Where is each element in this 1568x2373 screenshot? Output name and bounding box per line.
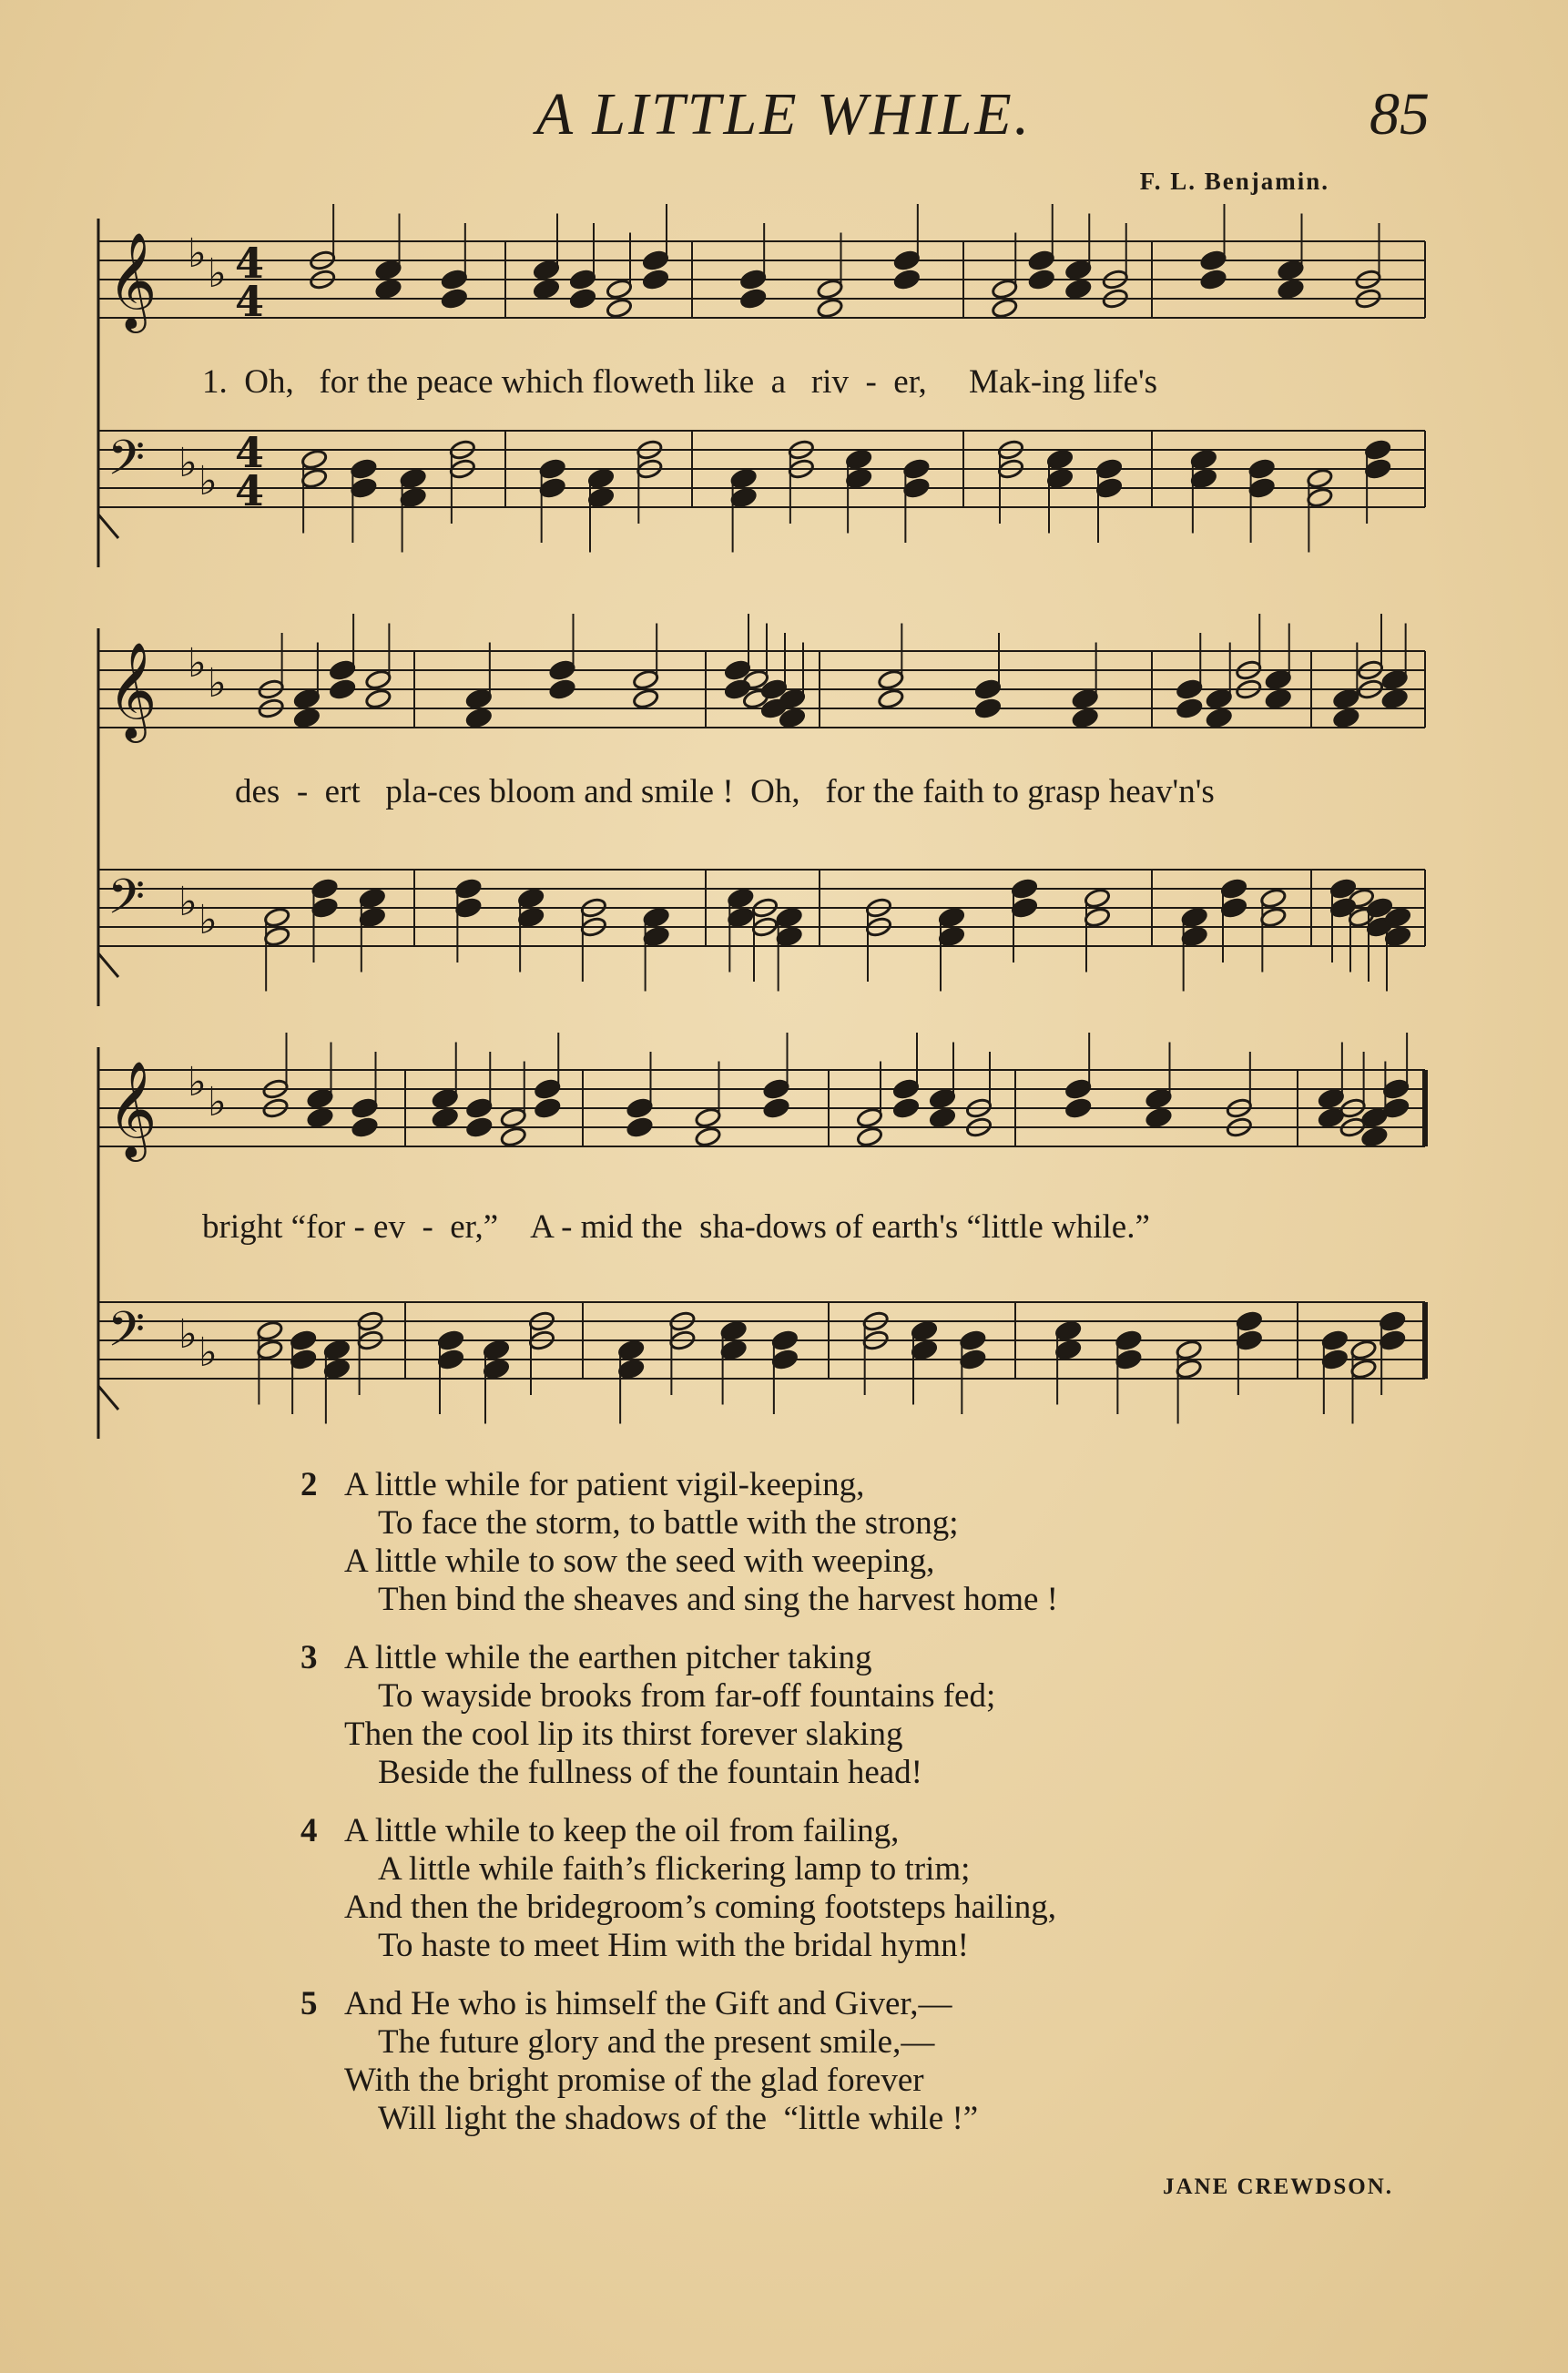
note-head xyxy=(539,477,566,499)
verse-line: And then the bridegroom’s coming footsteps hailing, xyxy=(344,1889,1057,1926)
note-head xyxy=(400,468,427,490)
note-head xyxy=(256,1339,283,1361)
note-head xyxy=(1181,926,1208,948)
note-head xyxy=(1190,449,1217,471)
note-head xyxy=(856,1107,883,1129)
note-head xyxy=(845,468,872,490)
note-head xyxy=(1095,458,1123,480)
composer-credit: F. L. Benjamin. xyxy=(1139,168,1329,195)
system-bracket-tail xyxy=(98,953,118,977)
clef-glyph: 𝄢 xyxy=(107,1302,146,1370)
lyric-line-3: bright “for - ev - er,” A - mid the sha-dows of earth's “little while.” xyxy=(202,1208,1150,1246)
note-head xyxy=(974,678,1002,700)
note-head xyxy=(311,878,339,900)
verse-number: 3 xyxy=(300,1639,318,1676)
verse-line: A little while for patient vigil-keeping, xyxy=(344,1466,865,1503)
note-head xyxy=(1364,439,1391,461)
lyric-line-1: 1. Oh, for the peace which floweth like a riv - er, Mak-ing life's xyxy=(202,363,1158,401)
note-head xyxy=(617,1339,645,1361)
author-credit: JANE CREWDSON. xyxy=(1162,2174,1393,2199)
verse-line: Then bind the sheaves and sing the harvest home ! xyxy=(378,1581,1058,1618)
note-head xyxy=(626,1097,654,1119)
note-head xyxy=(300,468,328,490)
note-head xyxy=(1011,897,1038,919)
note-head xyxy=(500,1126,527,1148)
note-head xyxy=(1350,1359,1378,1380)
note-head xyxy=(1206,708,1233,729)
note-head xyxy=(437,1349,464,1370)
note-head xyxy=(1054,1320,1082,1342)
note-head xyxy=(1176,1359,1203,1380)
note-head xyxy=(606,279,633,300)
note-head xyxy=(517,888,545,910)
note-head xyxy=(441,269,468,290)
note-head xyxy=(1064,1078,1092,1100)
note-head xyxy=(929,1107,956,1129)
note-head xyxy=(1176,698,1203,719)
note-head xyxy=(902,477,930,499)
time-signature-top: 4 xyxy=(235,428,265,477)
flat-glyph: ♭ xyxy=(208,1079,227,1125)
note-head xyxy=(533,279,560,300)
note-head xyxy=(959,1349,986,1370)
lyric-line-2: des - ert pla-ces bloom and smile ! Oh, for the faith to grasp heav'n's xyxy=(235,773,1215,810)
note-head xyxy=(727,888,754,910)
note-head xyxy=(817,279,844,300)
verse-5 xyxy=(300,1985,1348,2138)
note-head xyxy=(1011,878,1038,900)
verse-number: 5 xyxy=(300,1985,318,2022)
clef-glyph: 𝄞 xyxy=(107,1060,158,1157)
note-head xyxy=(1382,1078,1410,1100)
note-head xyxy=(400,487,427,509)
note-head xyxy=(323,1339,351,1361)
time-signature-bottom: 4 xyxy=(235,277,265,326)
note-head xyxy=(1379,1310,1406,1332)
note-head xyxy=(642,269,669,290)
note-head xyxy=(441,288,468,310)
note-head xyxy=(763,1078,790,1100)
note-head xyxy=(1381,669,1409,691)
note-head xyxy=(626,1116,654,1138)
note-head xyxy=(1360,1126,1388,1148)
note-head xyxy=(929,1088,956,1110)
verse-line: A little while to keep the oil from failing, xyxy=(344,1812,900,1849)
clef-glyph: 𝄞 xyxy=(107,641,158,738)
note-head xyxy=(364,669,392,691)
verse-4 xyxy=(300,1812,1348,1965)
note-head xyxy=(642,250,669,271)
note-head xyxy=(311,897,339,919)
note-head xyxy=(1145,1107,1173,1129)
note-head xyxy=(856,1126,883,1148)
note-head xyxy=(1064,260,1092,281)
note-head xyxy=(1381,688,1409,710)
flat-glyph: ♭ xyxy=(208,660,227,707)
note-head xyxy=(323,1359,351,1380)
flat-glyph: ♭ xyxy=(178,440,198,486)
note-head xyxy=(329,659,356,681)
note-head xyxy=(817,298,844,320)
note-head xyxy=(465,708,493,729)
note-head xyxy=(938,907,965,929)
note-head xyxy=(617,1359,645,1380)
note-head xyxy=(1321,1329,1349,1351)
note-head xyxy=(911,1339,938,1361)
note-head xyxy=(1176,678,1203,700)
note-head xyxy=(465,1116,493,1138)
note-head xyxy=(1220,897,1247,919)
note-head xyxy=(1200,269,1227,290)
note-head xyxy=(1236,1329,1263,1351)
system-bracket-tail xyxy=(98,514,118,538)
note-head xyxy=(587,487,615,509)
note-head xyxy=(587,468,615,490)
note-head xyxy=(739,288,767,310)
note-head xyxy=(776,926,803,948)
note-head xyxy=(720,1339,748,1361)
note-head xyxy=(1064,279,1092,300)
note-head xyxy=(727,907,754,929)
note-head xyxy=(351,1116,379,1138)
note-head xyxy=(465,1097,493,1119)
hymn-title: A LITTLE WHILE. xyxy=(535,81,1033,148)
note-head xyxy=(892,1097,920,1119)
note-head xyxy=(893,269,921,290)
note-head xyxy=(771,1329,799,1351)
verse-line: The future glory and the present smile,— xyxy=(378,2023,935,2061)
note-head xyxy=(991,298,1018,320)
flat-glyph: ♭ xyxy=(199,1329,218,1376)
note-head xyxy=(1115,1349,1142,1370)
note-head xyxy=(643,907,670,929)
note-head xyxy=(911,1320,938,1342)
note-head xyxy=(350,458,377,480)
note-head xyxy=(300,449,328,471)
clef-glyph: 𝄢 xyxy=(107,870,146,937)
flat-glyph: ♭ xyxy=(199,458,218,504)
flat-glyph: ♭ xyxy=(178,879,198,925)
note-head xyxy=(730,487,758,509)
note-head xyxy=(549,659,576,681)
flat-glyph: ♭ xyxy=(188,230,207,277)
note-head xyxy=(534,1078,561,1100)
note-head xyxy=(517,907,545,929)
note-head xyxy=(1259,907,1287,929)
note-head xyxy=(1084,888,1111,910)
note-head xyxy=(290,1329,317,1351)
note-head xyxy=(1115,1329,1142,1351)
note-head xyxy=(893,250,921,271)
note-head xyxy=(991,279,1018,300)
verse-line: Will light the shadows of the “little while !” xyxy=(378,2100,979,2137)
note-head xyxy=(720,1320,748,1342)
note-head xyxy=(1200,250,1227,271)
note-head xyxy=(1318,1088,1345,1110)
note-head xyxy=(1190,468,1217,490)
page-number: 85 xyxy=(1369,81,1430,148)
note-head xyxy=(375,279,402,300)
verse-line: A little while faith’s flickering lamp to trim; xyxy=(378,1850,971,1888)
verse-line: To wayside brooks from far-off fountains fed; xyxy=(378,1677,996,1715)
note-head xyxy=(1321,1349,1349,1370)
flat-glyph: ♭ xyxy=(199,897,218,943)
note-head xyxy=(539,458,566,480)
note-head xyxy=(1306,487,1333,509)
note-head xyxy=(351,1097,379,1119)
verse-line: To haste to meet Him with the bridal hymn! xyxy=(378,1927,969,1964)
note-head xyxy=(454,897,482,919)
note-head xyxy=(695,1126,722,1148)
note-head xyxy=(432,1107,459,1129)
note-head xyxy=(1095,477,1123,499)
note-head xyxy=(1072,708,1099,729)
note-head xyxy=(763,1097,790,1119)
note-head xyxy=(1064,1097,1092,1119)
note-head xyxy=(293,688,321,710)
note-head xyxy=(974,698,1002,719)
note-head xyxy=(776,907,803,929)
flat-glyph: ♭ xyxy=(208,250,227,297)
flat-glyph: ♭ xyxy=(188,1059,207,1105)
note-head xyxy=(307,1088,334,1110)
verse-line: With the bright promise of the glad forever xyxy=(344,2062,924,2099)
note-head xyxy=(1248,458,1276,480)
note-head xyxy=(1306,468,1333,490)
verse-line: Then the cool lip its thirst forever slaking xyxy=(344,1716,903,1753)
note-head xyxy=(263,907,290,929)
system-bracket-tail xyxy=(98,1386,118,1410)
note-head xyxy=(1350,1339,1378,1361)
note-head xyxy=(1176,1339,1203,1361)
note-head xyxy=(534,1097,561,1119)
verse-number: 4 xyxy=(300,1812,318,1849)
note-head xyxy=(364,688,392,710)
note-head xyxy=(1028,250,1055,271)
note-head xyxy=(771,1349,799,1370)
verse-2 xyxy=(300,1466,1348,1619)
note-head xyxy=(1364,458,1391,480)
note-head xyxy=(329,678,356,700)
note-head xyxy=(454,878,482,900)
note-head xyxy=(902,458,930,480)
note-head xyxy=(1072,688,1099,710)
note-head xyxy=(845,449,872,471)
note-head xyxy=(606,298,633,320)
flat-glyph: ♭ xyxy=(188,640,207,687)
note-head xyxy=(1181,907,1208,929)
clef-glyph: 𝄞 xyxy=(107,231,158,329)
note-head xyxy=(1046,449,1074,471)
verse-number: 2 xyxy=(300,1466,318,1503)
note-head xyxy=(1145,1088,1173,1110)
verse-3 xyxy=(300,1639,1348,1792)
note-head xyxy=(1379,1329,1406,1351)
note-head xyxy=(1206,688,1233,710)
note-head xyxy=(263,926,290,948)
verse-line: To face the storm, to battle with the strong; xyxy=(378,1504,959,1542)
note-head xyxy=(892,1078,920,1100)
note-head xyxy=(1278,260,1305,281)
time-signature-top: 4 xyxy=(235,239,265,288)
clef-glyph: 𝄢 xyxy=(107,431,146,498)
note-head xyxy=(256,1320,283,1342)
note-head xyxy=(632,669,659,691)
note-head xyxy=(293,708,321,729)
note-head xyxy=(290,1349,317,1370)
note-head xyxy=(549,678,576,700)
note-head xyxy=(533,260,560,281)
note-head xyxy=(1248,477,1276,499)
verse-line: A little while the earthen pitcher taking xyxy=(344,1639,872,1676)
note-head xyxy=(1028,269,1055,290)
time-signature-bottom: 4 xyxy=(235,466,265,515)
note-head xyxy=(1054,1339,1082,1361)
note-head xyxy=(695,1107,722,1129)
verse-line: Beside the fullness of the fountain head! xyxy=(378,1754,922,1791)
note-head xyxy=(877,669,904,691)
note-head xyxy=(1332,688,1359,710)
note-head xyxy=(1265,669,1292,691)
note-head xyxy=(1220,878,1247,900)
note-head xyxy=(959,1329,986,1351)
note-head xyxy=(1382,1097,1410,1119)
note-head xyxy=(569,288,596,310)
note-head xyxy=(500,1107,527,1129)
note-head xyxy=(938,926,965,948)
note-head xyxy=(375,260,402,281)
note-head xyxy=(1236,1310,1263,1332)
note-head xyxy=(483,1359,510,1380)
note-head xyxy=(432,1088,459,1110)
note-head xyxy=(643,926,670,948)
note-head xyxy=(307,1107,334,1129)
note-head xyxy=(632,688,659,710)
note-head xyxy=(1332,708,1359,729)
note-head xyxy=(877,688,904,710)
note-head xyxy=(465,688,493,710)
note-head xyxy=(1084,907,1111,929)
note-head xyxy=(1265,688,1292,710)
note-head xyxy=(739,269,767,290)
note-head xyxy=(1046,468,1074,490)
note-head xyxy=(359,888,386,910)
verse-line: A little while to sow the seed with weeping, xyxy=(344,1543,935,1580)
note-head xyxy=(1259,888,1287,910)
note-head xyxy=(350,477,377,499)
note-head xyxy=(569,269,596,290)
verse-line: And He who is himself the Gift and Giver,— xyxy=(344,1985,952,2022)
note-head xyxy=(1278,279,1305,300)
note-head xyxy=(730,468,758,490)
verses-block xyxy=(300,1466,1348,2158)
note-head xyxy=(437,1329,464,1351)
note-head xyxy=(359,907,386,929)
note-head xyxy=(483,1339,510,1361)
flat-glyph: ♭ xyxy=(178,1311,198,1358)
